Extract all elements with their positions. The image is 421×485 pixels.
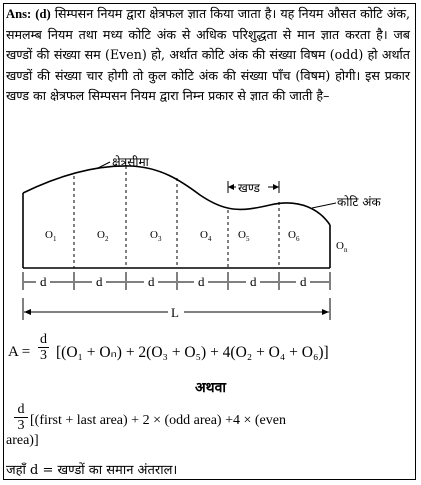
ordinate-o1: $O_1$ [45,229,57,243]
alt-formula-line2: area)] [6,433,39,448]
l-label: L [171,305,179,320]
explanation-text: सिम्पसन नियम द्वारा क्षेत्रफल ज्ञात किया जाता है। यह नियम औसत कोटि अंक, समलम्ब नियम तथा मध्य कोटि अंक से अधिक परिशुद्धता से मान ज्ञात करता है। जब खण्डों की संख्या सम (Even) हो, अर्थात कोटि अंक की संख्या विषम (odd) हो अर्थात खण्डों की संख्या चार होगी तो कुल कोटि अंक की संख्या पाँच (विषम) होगी। इस प्रकार खण्ड का क्षेत्रफल सिम्पसन नियम द्वारा निम्न प्रकार से ज्ञात की जाती है– [6,6,411,103]
ordinate-o3: $O_3$ [150,229,162,243]
d-label-5: d [250,274,257,289]
fraction-denominator: 3 [40,348,47,363]
fraction-numerator: d [40,332,47,347]
l-arrowhead-left [24,309,31,315]
footer-note: जहाँ d = खण्डों का समान अंतराल। [6,463,178,478]
ans-label: Ans: [6,7,32,21]
formula-body: [(O₁ + Oₙ) + 2(O₃ + O₅) + 4(O₂ + O₄ + O₆)] [56,344,329,361]
ordinate-label: कोटि अंक [337,195,381,209]
formula-lhs: A = [8,344,31,360]
d-label-2: d [96,274,103,289]
ordinate-o4: $O_4$ [200,229,212,243]
simpson-formula [8,330,412,374]
alt-formula-line1: [(first + last area) + 2 × (odd area) +4 × (even [30,413,286,428]
alt-numerator: d [14,402,28,418]
d-label-3: d [148,274,155,289]
or-label: अथवा [194,380,227,396]
segment-label: खण्ड [238,181,260,195]
d-label-4: d [198,274,205,289]
d-label-6: d [300,274,307,289]
l-arrowhead-right [322,309,329,315]
d-label-1: d [40,274,47,289]
area-label: क्षेत्रसीमा [112,155,149,169]
ordinate-pointer [312,203,336,208]
formula-fraction [38,332,49,363]
alt-denominator: 3 [17,418,25,433]
ordinate-o6: $O_6$ [288,229,300,243]
segment-arrowhead-left [228,184,234,190]
alt-fraction [14,402,28,433]
segment-arrowhead-right [273,184,279,190]
ordinate-o2: $O_2$ [97,229,109,243]
option-label: (d) [35,7,51,21]
ordinate-o5: $O_5$ [238,229,250,243]
ordinate-on: $O_n$ [336,240,348,254]
